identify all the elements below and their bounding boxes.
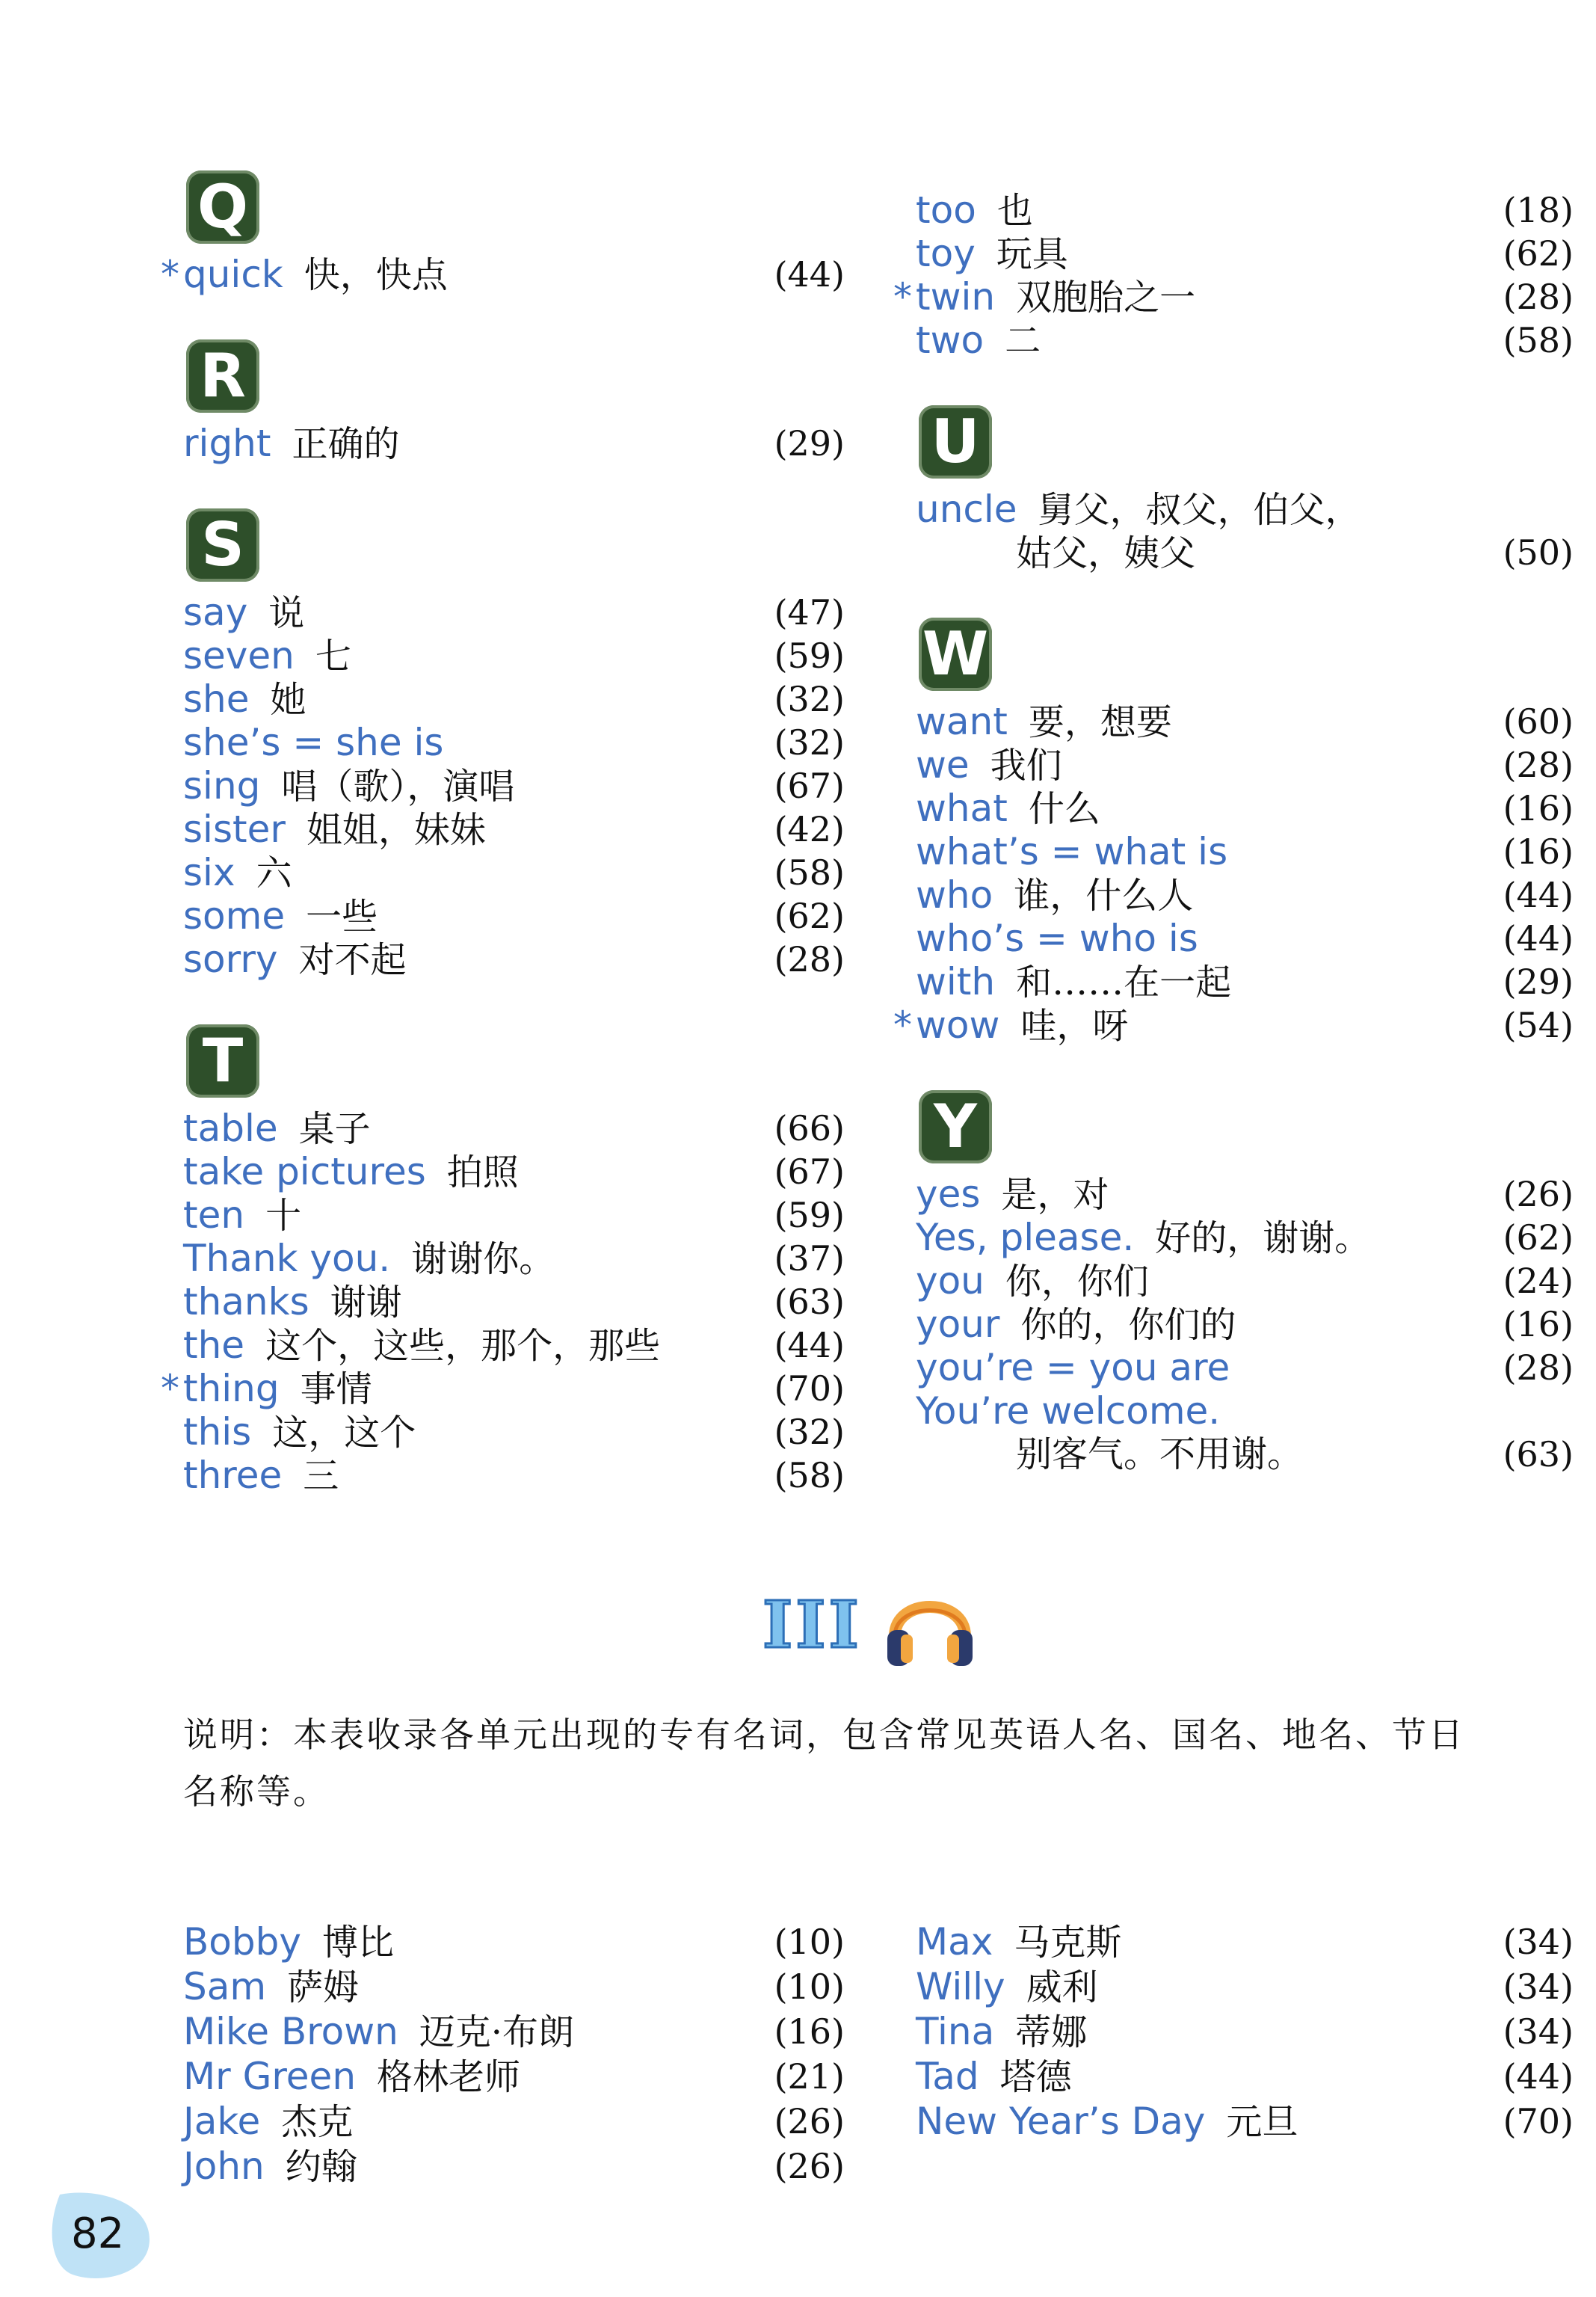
chinese-meaning: 元旦: [1226, 2101, 1298, 2143]
glossary-entry: [916, 830, 1574, 873]
english-word: three: [183, 1454, 283, 1497]
page-reference: (10): [774, 1967, 845, 2007]
glossary-entry: [916, 1303, 1574, 1346]
letter-section: [916, 1090, 1574, 1476]
chinese-meaning: 拍照: [446, 1151, 519, 1193]
glossary-entry: [161, 253, 845, 296]
glossary-entry: [916, 1346, 1574, 1389]
english-word: want: [916, 700, 1008, 743]
glossary-entry: [183, 1323, 845, 1367]
letter-section: [161, 1024, 845, 1497]
page-reference: (67): [774, 766, 845, 806]
english-word: wow: [916, 1003, 1000, 1047]
english-word: Tina: [916, 2010, 995, 2053]
page-reference: (58): [1503, 320, 1574, 360]
english-word: what’s = what is: [916, 830, 1228, 873]
chinese-meaning: 姐姐，妹妹: [306, 809, 486, 851]
glossary-entry: [916, 743, 1574, 787]
page-reference: (16): [1503, 831, 1574, 872]
page-reference: (44): [1503, 918, 1574, 959]
english-word: toy: [916, 232, 976, 275]
page-reference: (28): [1503, 745, 1574, 785]
right-column: [893, 188, 1574, 1519]
glossary-entry: [183, 2144, 845, 2189]
page-reference: (54): [1503, 1005, 1574, 1045]
glossary-entry: [916, 1259, 1574, 1303]
glossary-entry: [183, 422, 845, 465]
page-reference: (47): [774, 592, 845, 633]
english-word: sorry: [183, 938, 278, 981]
page-reference: (32): [774, 1412, 845, 1452]
page-reference: (67): [774, 1151, 845, 1192]
glossary-entry: [916, 1172, 1574, 1216]
chinese-meaning-continued: 姑父，姨父: [1016, 532, 1196, 574]
chinese-meaning: 六: [256, 852, 292, 894]
chinese-meaning: 十: [265, 1195, 302, 1237]
english-word: seven: [183, 634, 295, 677]
page-number-tab: [45, 2187, 157, 2284]
glossary-entry: [183, 1107, 845, 1150]
english-word: sing: [183, 764, 261, 808]
chinese-meaning: 是，对: [1001, 1174, 1109, 1216]
page-reference: (62): [1503, 233, 1574, 274]
page-reference: (28): [774, 939, 845, 980]
english-word: Jake: [183, 2100, 261, 2143]
page-reference: (59): [774, 636, 845, 676]
glossary-entry: [916, 1389, 1574, 1476]
letter-section: [161, 170, 845, 296]
letter-section: [183, 339, 845, 465]
page-number: 82: [71, 2210, 125, 2258]
chinese-meaning: 七: [315, 636, 351, 677]
glossary-entry: [183, 1410, 845, 1454]
english-word: uncle: [916, 488, 1017, 531]
english-word: yes: [916, 1172, 981, 1216]
glossary-entry: [916, 917, 1574, 960]
page-reference: (37): [774, 1238, 845, 1279]
chinese-meaning: 一些: [306, 896, 378, 938]
glossary-entry: [183, 721, 845, 764]
chinese-meaning: 萨姆: [287, 1967, 360, 2008]
page-reference: (26): [1503, 1174, 1574, 1214]
chinese-meaning: 这个，这些，那个，那些: [265, 1325, 661, 1367]
letter-badge: U: [919, 405, 992, 479]
glossary-entry: [916, 1216, 1574, 1259]
page-reference: (16): [1503, 1304, 1574, 1344]
note-line-2: 名称等。: [183, 1771, 330, 1812]
english-word: who’s = who is: [916, 917, 1198, 960]
glossary-entry: [916, 319, 1574, 362]
english-word: say: [183, 591, 248, 634]
proper-nouns-left: [183, 1920, 845, 2189]
proper-nouns-right: [916, 1920, 1574, 2144]
glossary-entry: [916, 1920, 1574, 1965]
english-word: two: [916, 319, 985, 362]
page-reference: (21): [774, 2056, 845, 2097]
glossary-entry: [916, 960, 1574, 1003]
page-reference: (63): [1503, 1434, 1574, 1475]
chinese-meaning: 对不起: [298, 939, 407, 981]
glossary-entry: [916, 2100, 1574, 2144]
letter-section: [183, 508, 845, 981]
english-word: Sam: [183, 1965, 267, 2008]
english-word: quick: [183, 253, 283, 296]
glossary-entry: [183, 1150, 845, 1193]
glossary-entry: [893, 1003, 1574, 1047]
section-3-heading: [762, 1576, 979, 1673]
left-column: [161, 170, 845, 1540]
english-word: she: [183, 677, 250, 721]
chinese-meaning: 谢谢: [330, 1282, 402, 1323]
letter-badge: W: [919, 618, 992, 691]
chinese-meaning: 好的，谢谢。: [1155, 1217, 1371, 1259]
english-word: Mr Green: [183, 2055, 357, 2098]
chinese-meaning: 唱（歌），演唱: [281, 766, 515, 808]
chinese-meaning: 三: [303, 1455, 339, 1497]
chinese-meaning: 博比: [321, 1922, 394, 1964]
chinese-meaning: 也: [996, 190, 1033, 232]
chinese-meaning: 你的，你们的: [1020, 1304, 1236, 1346]
english-word: you: [916, 1259, 985, 1303]
glossary-entry: [183, 894, 845, 938]
chinese-meaning: 格林老师: [377, 2056, 521, 2098]
english-word: she’s = she is: [183, 721, 444, 764]
glossary-entry: [183, 764, 845, 808]
chinese-meaning: 威利: [1026, 1967, 1098, 2008]
page-reference: (29): [1503, 962, 1574, 1002]
headphones-icon: [881, 1576, 979, 1673]
english-word: Tad: [916, 2055, 979, 2098]
chinese-meaning: 塔德: [999, 2056, 1072, 2098]
glossary-entry: [183, 2010, 845, 2055]
page-reference: (29): [774, 423, 845, 464]
english-word: Thank you.: [183, 1237, 391, 1280]
page-reference: (70): [774, 1368, 845, 1409]
glossary-entry: [161, 1367, 845, 1410]
english-word: Willy: [916, 1965, 1005, 2008]
page-reference: (62): [774, 896, 845, 936]
glossary-entry: [916, 2010, 1574, 2055]
english-word: what: [916, 787, 1008, 830]
page-reference: (34): [1503, 1967, 1574, 2007]
english-word: thanks: [183, 1280, 309, 1323]
english-word: the: [183, 1323, 245, 1367]
chinese-meaning: 马克斯: [1014, 1922, 1122, 1964]
page-reference: (42): [774, 809, 845, 849]
page-reference: (44): [1503, 2056, 1574, 2097]
page-reference: (50): [1503, 532, 1574, 573]
page-reference: (26): [774, 2101, 845, 2141]
english-word: Mike Brown: [183, 2010, 398, 2053]
asterisk-mark: *: [893, 275, 912, 319]
glossary-entry: [183, 808, 845, 851]
english-word: table: [183, 1107, 278, 1150]
english-word: who: [916, 873, 993, 917]
chinese-meaning: 什么: [1028, 788, 1100, 830]
letter-badge: Y: [919, 1090, 992, 1163]
page-reference: (63): [774, 1282, 845, 1322]
glossary-entry: [183, 591, 845, 634]
english-word: some: [183, 894, 286, 938]
english-word: ten: [183, 1193, 245, 1237]
chinese-meaning: 蒂娜: [1015, 2011, 1088, 2053]
chinese-meaning: 说: [268, 592, 305, 634]
glossary-entry: [183, 1280, 845, 1323]
english-word: sister: [183, 808, 286, 851]
chinese-meaning: 正确的: [292, 423, 400, 465]
letter-badge: R: [186, 339, 259, 413]
chinese-meaning: 玩具: [996, 233, 1068, 275]
chinese-meaning: 她: [270, 679, 306, 721]
page-reference: (58): [774, 1455, 845, 1495]
glossary-entry: [183, 2055, 845, 2100]
chinese-meaning: 这，这个: [272, 1412, 416, 1454]
page-reference: (24): [1503, 1261, 1574, 1301]
chinese-meaning: 桌子: [298, 1108, 371, 1150]
page-reference: (28): [1503, 277, 1574, 317]
chinese-meaning: 要，想要: [1028, 701, 1172, 743]
english-word: your: [916, 1303, 1000, 1346]
glossary-entry: [183, 1920, 845, 1965]
page-reference: (34): [1503, 2011, 1574, 2052]
chinese-meaning: 和……在一起: [1016, 962, 1232, 1003]
english-word: you’re = you are: [916, 1346, 1230, 1389]
letter-section: [893, 188, 1574, 362]
glossary-entry: [916, 873, 1574, 917]
glossary-entry: [916, 787, 1574, 830]
english-word: too: [916, 188, 976, 232]
page-reference: (32): [774, 679, 845, 719]
note-line-1: 说明：本表收录各单元出现的专有名词，包含常见英语人名、国名、地名、节日: [183, 1715, 1465, 1755]
chinese-meaning: 二: [1005, 320, 1041, 362]
glossary-entry: [183, 938, 845, 981]
letter-section: [893, 618, 1574, 1047]
page-reference: (10): [774, 1922, 845, 1962]
glossary-entry: [916, 1965, 1574, 2010]
page-reference: (62): [1503, 1217, 1574, 1258]
asterisk-mark: *: [161, 253, 179, 296]
chinese-meaning: 快，快点: [304, 254, 448, 296]
glossary-entry: [183, 677, 845, 721]
asterisk-mark: *: [893, 1003, 912, 1047]
chinese-meaning: 谁，什么人: [1014, 875, 1194, 917]
chinese-meaning: 约翰: [285, 2146, 357, 2188]
page-reference: (28): [1503, 1347, 1574, 1388]
page-reference: (44): [1503, 875, 1574, 915]
english-word: right: [183, 422, 271, 465]
page-reference: (34): [1503, 1922, 1574, 1962]
letter-badge: T: [186, 1024, 259, 1098]
glossary-entry: [916, 232, 1574, 275]
glossary-entry: [183, 1965, 845, 2010]
letter-badge: S: [186, 508, 259, 582]
page-reference: (16): [774, 2011, 845, 2052]
glossary-entry: [916, 488, 1574, 574]
english-word: twin: [916, 275, 996, 319]
chinese-meaning: 谢谢你。: [411, 1238, 555, 1280]
page-reference: (44): [774, 1325, 845, 1365]
glossary-entry: [183, 851, 845, 894]
page-reference: (59): [774, 1195, 845, 1235]
page-reference: (18): [1503, 190, 1574, 230]
english-word: Bobby: [183, 1920, 301, 1964]
glossary-entry: [183, 2100, 845, 2144]
chinese-meaning: 舅父，叔父，伯父，: [1038, 489, 1361, 531]
page-reference: (26): [774, 2146, 845, 2186]
chinese-meaning: 双胞胎之一: [1016, 277, 1196, 319]
glossary-entry: [916, 700, 1574, 743]
english-word: six: [183, 851, 235, 894]
section-numeral: III: [762, 1587, 862, 1663]
letter-badge: Q: [186, 170, 259, 244]
glossary-entry: [183, 1237, 845, 1280]
chinese-meaning: 我们: [990, 745, 1062, 787]
english-word: Yes, please.: [916, 1216, 1135, 1259]
english-word: with: [916, 960, 996, 1003]
english-word: John: [183, 2144, 265, 2188]
english-word: this: [183, 1410, 252, 1454]
glossary-entry: [183, 634, 845, 677]
page-reference: (32): [774, 722, 845, 763]
page-reference: (66): [774, 1108, 845, 1148]
english-word: we: [916, 743, 970, 787]
page-reference: (44): [774, 254, 845, 295]
chinese-meaning: 杰克: [281, 2101, 354, 2143]
glossary-entry: [183, 1193, 845, 1237]
section-3-note: [183, 1706, 1581, 1820]
chinese-meaning: 哇，呀: [1020, 1005, 1129, 1047]
glossary-entry: [183, 1454, 845, 1497]
english-word: Max: [916, 1920, 993, 1964]
glossary-entry: [893, 275, 1574, 319]
page-reference: (58): [774, 852, 845, 893]
chinese-meaning: 事情: [300, 1368, 372, 1410]
letter-section: [916, 405, 1574, 574]
chinese-meaning: 迈克·布朗: [419, 2011, 575, 2053]
english-word: New Year’s Day: [916, 2100, 1206, 2143]
english-word: take pictures: [183, 1150, 426, 1193]
english-word: You’re welcome.: [916, 1389, 1221, 1433]
page-reference: (60): [1503, 701, 1574, 742]
english-word: thing: [183, 1367, 280, 1410]
page-reference: (70): [1503, 2101, 1574, 2141]
chinese-meaning: 你，你们: [1005, 1261, 1149, 1303]
glossary-entry: [916, 2055, 1574, 2100]
page-reference: (16): [1503, 788, 1574, 828]
asterisk-mark: *: [161, 1367, 179, 1410]
chinese-meaning-continued: 别客气。不用谢。: [1016, 1433, 1304, 1475]
glossary-entry: [916, 188, 1574, 232]
